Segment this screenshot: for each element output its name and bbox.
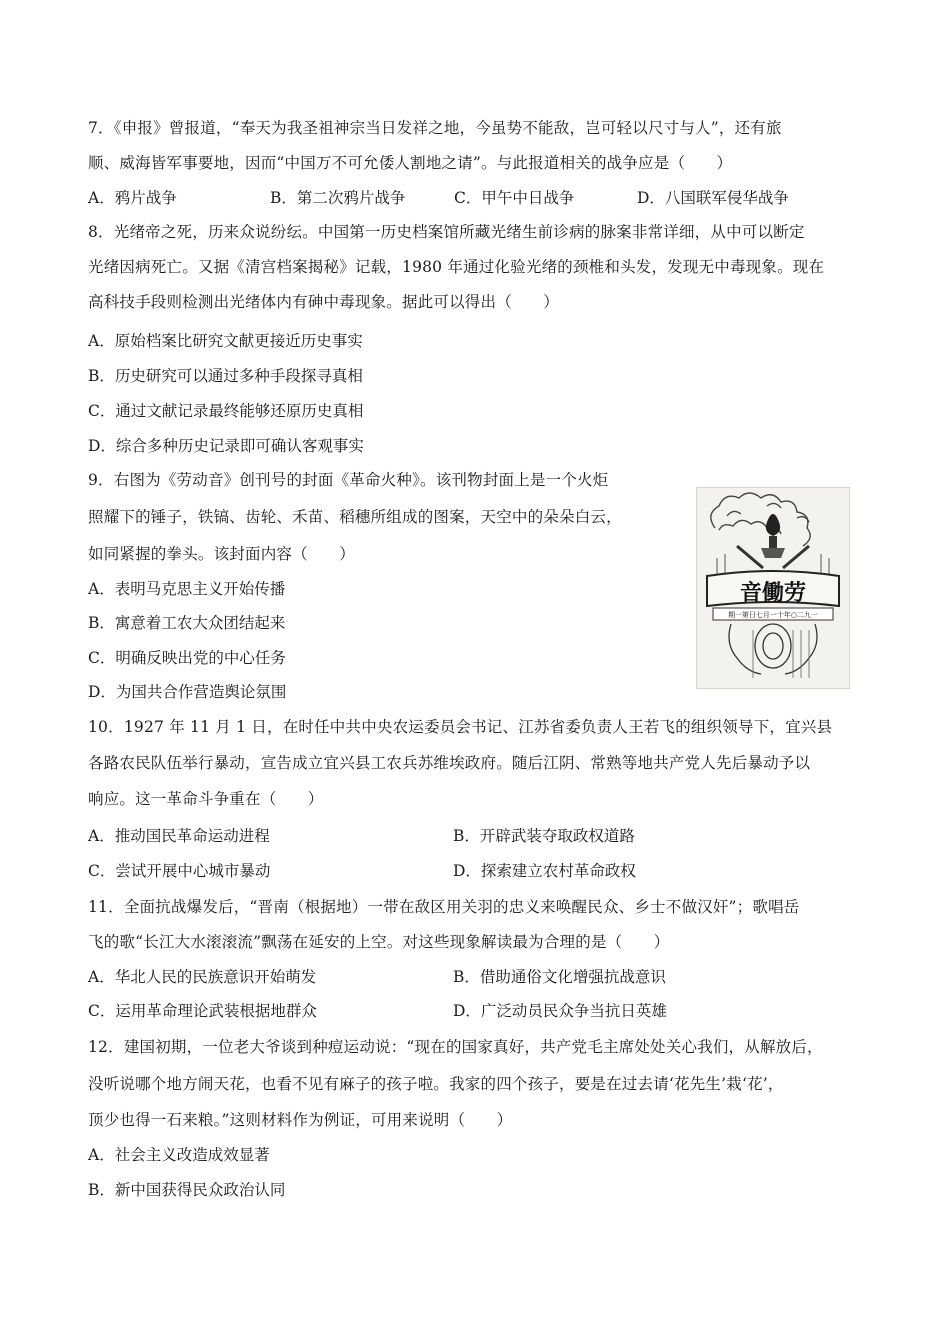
q7-option-a: A．鸦片战争 [88,189,177,207]
q9-option-b: B．寓意着工农大众团结起来 [88,614,286,632]
q10-stem-line: 各路农民队伍举行暴动，宣告成立宜兴县工农兵苏维埃政府。随后江阴、常熟等地共产党人先后暴动予以 [88,754,811,772]
q11-option-a: A．华北人民的民族意识开始萌发 [88,968,317,986]
q8-stem-line: 8．光绪帝之死，历来众说纷纭。中国第一历史档案馆所藏光绪生前诊病的脉案非常详细，从中可以断定 [88,223,805,241]
q9-stem-line: 照耀下的锤子，铁镐、齿轮、禾苗、稻穗所组成的图案，天空中的朵朵白云， [88,508,622,526]
q10-stem-line: 响应。这一革命斗争重在（ ） [88,790,324,808]
cover-title: 音働劳 [739,580,807,606]
q8-option-c: C．通过文献记录最终能够还原历史真相 [88,402,364,420]
q9-stem-line: 如同紧握的拳头。该封面内容（ ） [88,545,355,563]
q7-stem-line: 7．《申报》曾报道，“奉天为我圣祖神宗当日发祥之地，今虽势不能敌，岂可轻以尺寸与人”，还有旅 [88,119,782,137]
q8-option-b: B．历史研究可以通过多种手段探寻真相 [88,367,363,385]
q11-stem-line: 11．全面抗战爆发后，“晋南（根据地）一带在敌区用关羽的忠义来唤醒民众、乡士不做汉奸”；歌唱岳 [88,898,800,916]
q10-option-d: D．探索建立农村革命政权 [453,862,636,880]
q10-option-a: A．推动国民革命运动进程 [88,827,270,845]
magazine-cover-illustration [697,488,849,688]
q7-stem-line: 顺、威海皆军事要地，因而“中国万不可允倭人割地之请”。与此报道相关的战争应是（ ） [88,154,733,172]
q12-stem-line: 12．建国初期，一位老大爷谈到种痘运动说：“现在的国家真好，共产党毛主席处处关心我们，从解放后， [88,1038,823,1056]
q7-option-d: D．八国联军侵华战争 [637,189,789,207]
q8-option-a: A．原始档案比研究文献更接近历史事实 [88,332,363,350]
q11-option-d: D．广泛动员民众争当抗日英雄 [453,1002,667,1020]
q9-option-c: C．明确反映出党的中心任务 [88,649,286,667]
magazine-cover-image [696,487,850,689]
cover-date: 期一第日七月一十年○二九一 [727,611,819,619]
q8-stem-line: 高科技手段则检测出光绪体内有砷中毒现象。据此可以得出（ ） [88,293,560,311]
q11-stem-line: 飞的歌“长江大水滚滚流”飘荡在延安的上空。对这些现象解读最为合理的是（ ） [88,933,670,951]
q10-option-b: B．开辟武装夺取政权道路 [453,827,635,845]
q12-stem-line: 顶少也得一石来粮。”这则材料作为例证，可用来说明（ ） [88,1111,513,1129]
q9-option-d: D．为国共合作营造舆论氛围 [88,683,287,701]
q9-stem-line: 9．右图为《劳动音》创刊号的封面《革命火种》。该刊物封面上是一个火炬 [88,471,609,489]
q7-option-b: B．第二次鸦片战争 [270,189,406,207]
q12-option-b: B．新中国获得民众政治认同 [88,1181,286,1199]
q11-option-c: C．运用革命理论武装根据地群众 [88,1002,317,1020]
q7-option-c: C．甲午中日战争 [454,189,575,207]
q10-option-c: C．尝试开展中心城市暴动 [88,862,271,880]
q8-option-d: D．综合多种历史记录即可确认客观事实 [88,437,364,455]
q9-option-a: A．表明马克思主义开始传播 [88,580,286,598]
q12-stem-line: 没听说哪个地方闹天花，也看不见有麻子的孩子啦。我家的四个孩子，要是在过去请‘花先生’栽‘花’， [88,1075,784,1093]
q12-option-a: A．社会主义改造成效显著 [88,1146,270,1164]
q10-stem-line: 10．1927 年 11 月 1 日，在时任中共中央农运委员会书记、江苏省委负责人王若飞的组织领导下，宜兴县 [88,718,833,736]
q11-option-b: B．借助通俗文化增强抗战意识 [453,968,666,986]
q8-stem-line: 光绪因病死亡。又据《清宫档案揭秘》记载，1980 年通过化验光绪的颈椎和头发，发现无中毒现象。现在 [88,258,825,276]
